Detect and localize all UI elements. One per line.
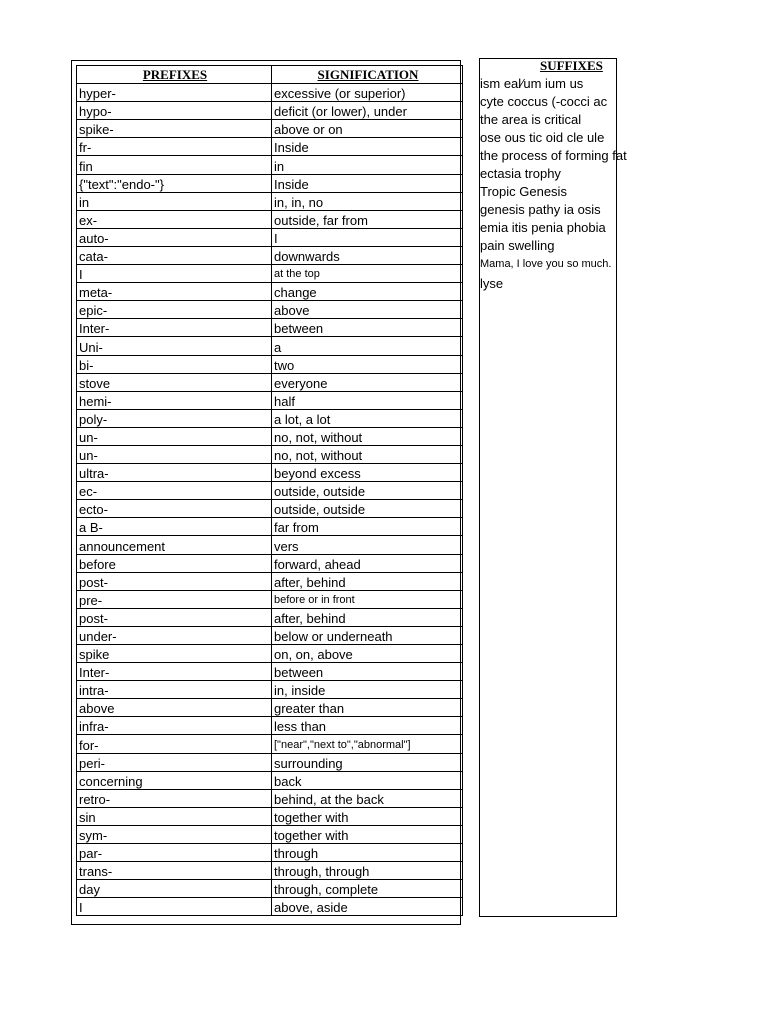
meaning-cell: Inside bbox=[272, 138, 463, 156]
table-row bbox=[77, 445, 463, 463]
table-row bbox=[77, 156, 463, 174]
prefix-cell: peri- bbox=[77, 753, 272, 771]
table-row bbox=[77, 174, 463, 192]
prefix-cell: under- bbox=[77, 626, 272, 644]
prefix-cell: cata- bbox=[77, 246, 272, 264]
meaning-cell: forward, ahead bbox=[272, 554, 463, 572]
meaning-cell: no, not, without bbox=[272, 445, 463, 463]
suffix-line: Tropic Genesis bbox=[480, 184, 567, 199]
suffixes-title: SUFFIXES bbox=[540, 58, 603, 73]
prefix-cell: in bbox=[77, 192, 272, 210]
table-row bbox=[77, 590, 463, 608]
table-row bbox=[77, 138, 463, 156]
table-row bbox=[77, 228, 463, 246]
suffix-line: ectasia trophy bbox=[480, 166, 561, 181]
suffix-line: pain swelling bbox=[480, 238, 555, 253]
meaning-cell: between bbox=[272, 663, 463, 681]
suffix-list bbox=[480, 75, 627, 293]
meaning-cell: on, on, above bbox=[272, 645, 463, 663]
prefix-cell: hemi- bbox=[77, 391, 272, 409]
meaning-cell: in, inside bbox=[272, 681, 463, 699]
table-row bbox=[77, 265, 463, 283]
prefix-cell: spike bbox=[77, 645, 272, 663]
prefix-cell: auto- bbox=[77, 228, 272, 246]
prefix-cell: Inter- bbox=[77, 663, 272, 681]
meaning-cell: before or in front bbox=[272, 590, 463, 608]
table-row bbox=[77, 807, 463, 825]
prefix-cell: par- bbox=[77, 844, 272, 862]
prefix-cell: stove bbox=[77, 373, 272, 391]
table-row bbox=[77, 301, 463, 319]
prefix-cell: day bbox=[77, 880, 272, 898]
prefix-cell: concerning bbox=[77, 771, 272, 789]
prefix-cell: {"text":"endo-"} bbox=[77, 174, 272, 192]
table-row bbox=[77, 319, 463, 337]
prefix-cell: ec- bbox=[77, 482, 272, 500]
meaning-cell: through, complete bbox=[272, 880, 463, 898]
suffix-line: emia itis penia phobia bbox=[480, 220, 606, 235]
table-row bbox=[77, 825, 463, 843]
prefix-cell: post- bbox=[77, 608, 272, 626]
meaning-cell: everyone bbox=[272, 373, 463, 391]
prefix-cell: pre- bbox=[77, 590, 272, 608]
suffix-line: lyse bbox=[480, 276, 504, 291]
suffix-line: the area is critical bbox=[480, 112, 582, 127]
table-row bbox=[77, 427, 463, 445]
meaning-cell: downwards bbox=[272, 246, 463, 264]
suffix-line: genesis pathy ia osis bbox=[480, 202, 601, 217]
table-row bbox=[77, 536, 463, 554]
suffix-line: ism eal⁄um ium us bbox=[480, 76, 584, 91]
meaning-cell: outside, far from bbox=[272, 210, 463, 228]
meaning-cell: above, aside bbox=[272, 898, 463, 916]
prefix-cell: Uni- bbox=[77, 337, 272, 355]
table-row bbox=[77, 608, 463, 626]
suffix-line: ose ous tic oid cle ule bbox=[480, 130, 605, 145]
meaning-cell: greater than bbox=[272, 699, 463, 717]
prefix-cell: for- bbox=[77, 735, 272, 753]
prefix-cell: above bbox=[77, 699, 272, 717]
suffix-line: Mama, I love you so much. bbox=[480, 258, 612, 270]
table-row bbox=[77, 717, 463, 735]
table-row bbox=[77, 337, 463, 355]
meaning-cell: far from bbox=[272, 518, 463, 536]
prefix-cell: I bbox=[77, 265, 272, 283]
meaning-cell: less than bbox=[272, 717, 463, 735]
table-row bbox=[77, 753, 463, 771]
meaning-cell: back bbox=[272, 771, 463, 789]
prefix-cell: un- bbox=[77, 427, 272, 445]
prefix-cell: sin bbox=[77, 807, 272, 825]
table-row bbox=[77, 409, 463, 427]
table-row bbox=[77, 192, 463, 210]
suffix-line: cyte coccus (-cocci ac bbox=[480, 94, 608, 109]
meaning-cell: outside, outside bbox=[272, 482, 463, 500]
prefix-cell: intra- bbox=[77, 681, 272, 699]
prefix-cell: un- bbox=[77, 445, 272, 463]
table-row bbox=[77, 626, 463, 644]
prefix-cell: fr- bbox=[77, 138, 272, 156]
table-row bbox=[77, 283, 463, 301]
prefix-cell: ecto- bbox=[77, 500, 272, 518]
prefix-cell: before bbox=[77, 554, 272, 572]
meaning-cell: after, behind bbox=[272, 608, 463, 626]
meaning-cell: no, not, without bbox=[272, 427, 463, 445]
prefix-cell: trans- bbox=[77, 862, 272, 880]
prefix-cell: post- bbox=[77, 572, 272, 590]
prefix-cell: fin bbox=[77, 156, 272, 174]
meaning-cell: two bbox=[272, 355, 463, 373]
table-row bbox=[77, 844, 463, 862]
table-row bbox=[77, 735, 463, 753]
prefix-cell: epic- bbox=[77, 301, 272, 319]
meaning-cell: in bbox=[272, 156, 463, 174]
table-header-row bbox=[77, 66, 463, 84]
prefixes-header: PREFIXES bbox=[77, 66, 272, 84]
table-row bbox=[77, 373, 463, 391]
prefix-table bbox=[76, 65, 463, 916]
table-row bbox=[77, 391, 463, 409]
table-row bbox=[77, 84, 463, 102]
meaning-cell: together with bbox=[272, 807, 463, 825]
meaning-cell: change bbox=[272, 283, 463, 301]
meaning-cell: half bbox=[272, 391, 463, 409]
suffix-line: the process of forming fat bbox=[480, 148, 627, 163]
table-row bbox=[77, 500, 463, 518]
table-row bbox=[77, 482, 463, 500]
prefix-cell: hypo- bbox=[77, 102, 272, 120]
meaning-cell: ["near","next to","abnormal"] bbox=[272, 735, 463, 753]
table-row bbox=[77, 120, 463, 138]
table-row bbox=[77, 898, 463, 916]
table-row bbox=[77, 355, 463, 373]
table-row bbox=[77, 880, 463, 898]
prefix-cell: meta- bbox=[77, 283, 272, 301]
prefix-cell: Inter- bbox=[77, 319, 272, 337]
meaning-cell: deficit (or lower), under bbox=[272, 102, 463, 120]
signification-header: SIGNIFICATION bbox=[272, 66, 463, 84]
table-row bbox=[77, 102, 463, 120]
prefix-cell: announcement bbox=[77, 536, 272, 554]
table-row bbox=[77, 210, 463, 228]
prefix-cell: infra- bbox=[77, 717, 272, 735]
meaning-cell: below or underneath bbox=[272, 626, 463, 644]
table-row bbox=[77, 554, 463, 572]
table-row bbox=[77, 518, 463, 536]
table-row bbox=[77, 464, 463, 482]
table-row bbox=[77, 699, 463, 717]
table-row bbox=[77, 246, 463, 264]
meaning-cell: beyond excess bbox=[272, 464, 463, 482]
meaning-cell: after, behind bbox=[272, 572, 463, 590]
meaning-cell: I bbox=[272, 228, 463, 246]
meaning-cell: together with bbox=[272, 825, 463, 843]
prefix-cell: a B- bbox=[77, 518, 272, 536]
prefix-cell: ultra- bbox=[77, 464, 272, 482]
meaning-cell: through, through bbox=[272, 862, 463, 880]
table-row bbox=[77, 663, 463, 681]
meaning-cell: a lot, a lot bbox=[272, 409, 463, 427]
meaning-cell: above bbox=[272, 301, 463, 319]
prefix-cell: spike- bbox=[77, 120, 272, 138]
meaning-cell: a bbox=[272, 337, 463, 355]
prefix-cell: ex- bbox=[77, 210, 272, 228]
prefix-cell: hyper- bbox=[77, 84, 272, 102]
meaning-cell: in, in, no bbox=[272, 192, 463, 210]
meaning-cell: excessive (or superior) bbox=[272, 84, 463, 102]
meaning-cell: at the top bbox=[272, 265, 463, 283]
table-row bbox=[77, 789, 463, 807]
meaning-cell: between bbox=[272, 319, 463, 337]
prefix-cell: I bbox=[77, 898, 272, 916]
table-row bbox=[77, 862, 463, 880]
meaning-cell: Inside bbox=[272, 174, 463, 192]
meaning-cell: through bbox=[272, 844, 463, 862]
meaning-cell: outside, outside bbox=[272, 500, 463, 518]
prefix-table-body bbox=[77, 84, 463, 916]
table-row bbox=[77, 645, 463, 663]
meaning-cell: surrounding bbox=[272, 753, 463, 771]
table-row bbox=[77, 572, 463, 590]
meaning-cell: behind, at the back bbox=[272, 789, 463, 807]
table-row bbox=[77, 771, 463, 789]
prefix-cell: sym- bbox=[77, 825, 272, 843]
table-row bbox=[77, 681, 463, 699]
prefix-cell: retro- bbox=[77, 789, 272, 807]
prefix-cell: bi- bbox=[77, 355, 272, 373]
meaning-cell: vers bbox=[272, 536, 463, 554]
meaning-cell: above or on bbox=[272, 120, 463, 138]
prefix-cell: poly- bbox=[77, 409, 272, 427]
